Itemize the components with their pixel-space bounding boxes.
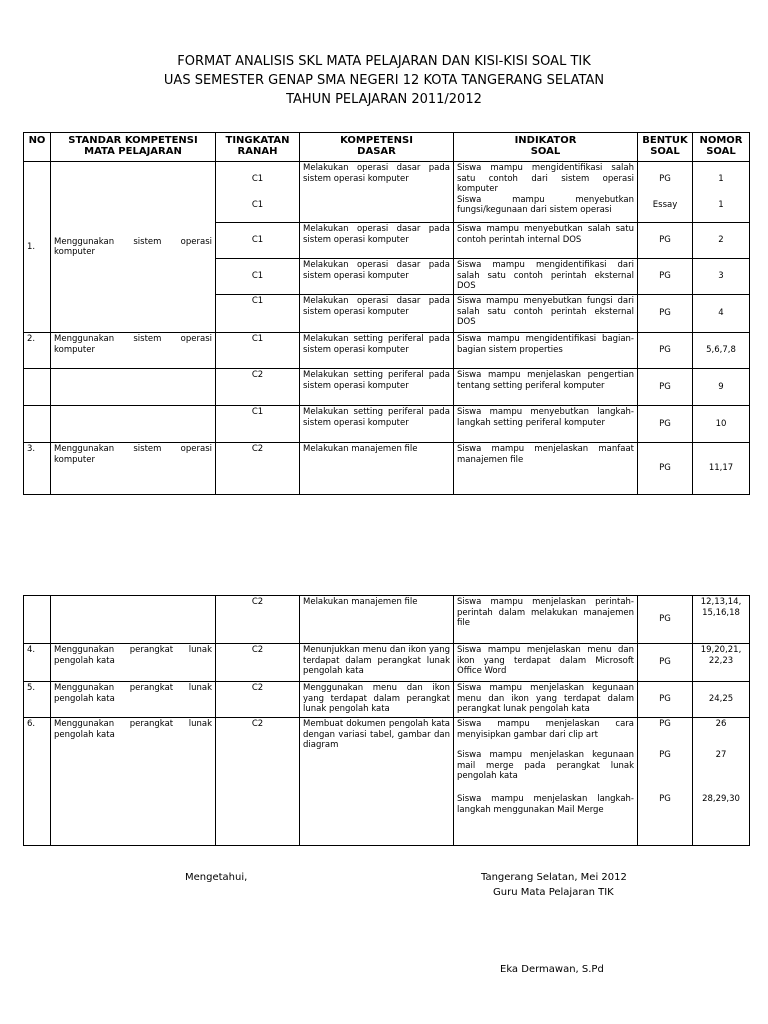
place-date: Tangerang Selatan, Mei 2012 (481, 872, 627, 883)
bentuk-cell: PG Essay (638, 162, 693, 223)
ranah-cell: C1 (216, 259, 300, 295)
header-standar-kompetensi: STANDAR KOMPETENSI MATA PELAJARAN (51, 133, 216, 162)
table-header-row (24, 133, 750, 162)
bentuk-cell: PG PG PG (638, 718, 693, 846)
title-line-2: UAS SEMESTER GENAP SMA NEGERI 12 KOTA TANGERANG SELATAN (163, 73, 605, 88)
kompetensi-dasar-cell: Melakukan operasi dasar pada sistem operasi komputer (300, 259, 454, 295)
table-row (24, 406, 750, 443)
kompetensi-dasar-cell: Melakukan operasi dasar pada sistem operasi komputer (300, 295, 454, 333)
bentuk-cell: PG (638, 369, 693, 406)
row-number: 5. (24, 682, 51, 718)
header-tingkatan-ranah: TINGKATAN RANAH (216, 133, 300, 162)
nomor-cell: 10 (693, 406, 750, 443)
indikator-cell: Siswa mampu menyebutkan fungsi dari salah satu contoh perintah eksternal DOS (454, 295, 638, 333)
indikator-cell: Siswa mampu mengidentifikasi bagian-bagian sistem properties (454, 333, 638, 369)
nomor-cell: 19,20,21, 22,23 (693, 644, 750, 682)
ranah-cell: C2 (216, 443, 300, 495)
ranah-cell: C1 (216, 295, 300, 333)
table-row (24, 718, 750, 846)
table-row (24, 162, 750, 223)
bentuk-cell: PG (638, 682, 693, 718)
standar-kompetensi-cell: Menggunakan sistem operasi komputer (51, 162, 216, 333)
kisi-kisi-table-1 (23, 132, 750, 495)
title-line-3: TAHUN PELAJARAN 2011/2012 (286, 92, 482, 107)
nomor-cell: 11,17 (693, 443, 750, 495)
ranah-cell: C2 (216, 682, 300, 718)
bentuk-cell: PG (638, 596, 693, 644)
header-nomor-soal: NOMOR SOAL (693, 133, 750, 162)
header-bentuk-soal: BENTUK SOAL (638, 133, 693, 162)
bentuk-cell: PG (638, 223, 693, 259)
nomor-cell: 9 (693, 369, 750, 406)
ranah-cell: C1 (216, 333, 300, 369)
kompetensi-dasar-cell: Melakukan operasi dasar pada sistem operasi komputer (300, 162, 454, 223)
nomor-cell: 3 (693, 259, 750, 295)
indikator-cell: Siswa mampu menyebutkan langkah-langkah setting periferal komputer (454, 406, 638, 443)
standar-kompetensi-cell: Menggunakan perangkat lunak pengolah kata (51, 644, 216, 682)
row-number (24, 596, 51, 644)
kompetensi-dasar-cell: Melakukan setting periferal pada sistem operasi komputer (300, 369, 454, 406)
kompetensi-dasar-cell: Melakukan setting periferal pada sistem operasi komputer (300, 406, 454, 443)
kompetensi-dasar-cell: Membuat dokumen pengolah kata dengan variasi tabel, gambar dan diagram (300, 718, 454, 846)
document-title (0, 52, 768, 109)
ranah-cell: C2 (216, 718, 300, 846)
nomor-cell: 5,6,7,8 (693, 333, 750, 369)
ranah-cell: C1 (216, 223, 300, 259)
ranah-cell: C1 (216, 406, 300, 443)
ranah-cell: C1 C1 (216, 162, 300, 223)
kompetensi-dasar-cell: Melakukan operasi dasar pada sistem operasi komputer (300, 223, 454, 259)
row-number: 3. (24, 443, 51, 495)
indikator-cell: Siswa mampu menjelaskan cara menyisipkan gambar dari clip art Siswa mampu menjelaskan kegunaan mail merge pada perangkat lunak pengolah kata Siswa mampu menjelaskan langkah-langkah menggunakan Mail Merge (454, 718, 638, 846)
ranah-cell: C2 (216, 644, 300, 682)
table-row (24, 682, 750, 718)
kompetensi-dasar-cell: Menunjukkan menu dan ikon yang terdapat dalam perangkat lunak pengolah kata (300, 644, 454, 682)
table-row (24, 333, 750, 369)
kompetensi-dasar-cell: Menggunakan menu dan ikon yang terdapat dalam perangkat lunak pengolah kata (300, 682, 454, 718)
nomor-cell: 1 1 (693, 162, 750, 223)
table-row (24, 443, 750, 495)
bentuk-cell: PG (638, 259, 693, 295)
nomor-cell: 24,25 (693, 682, 750, 718)
teacher-role: Guru Mata Pelajaran TIK (493, 887, 614, 898)
kompetensi-dasar-cell: Melakukan setting periferal pada sistem operasi komputer (300, 333, 454, 369)
row-number: 4. (24, 644, 51, 682)
standar-kompetensi-cell: Menggunakan perangkat lunak pengolah kata (51, 682, 216, 718)
row-number (24, 406, 51, 443)
indikator-cell: Siswa mampu menjelaskan pengertian tentang setting periferal komputer (454, 369, 638, 406)
standar-kompetensi-cell (51, 369, 216, 406)
row-number: 6. (24, 718, 51, 846)
standar-kompetensi-cell (51, 596, 216, 644)
mengetahui-label: Mengetahui, (185, 872, 248, 883)
bentuk-cell: PG (638, 295, 693, 333)
standar-kompetensi-cell: Menggunakan sistem operasi komputer (51, 443, 216, 495)
header-no: NO (24, 133, 51, 162)
bentuk-cell: PG (638, 333, 693, 369)
kisi-kisi-table-2 (23, 595, 750, 846)
indikator-cell: Siswa mampu menjelaskan kegunaan menu dan ikon yang terdapat dalam perangkat lunak pengolah kata (454, 682, 638, 718)
nomor-cell: 2 (693, 223, 750, 259)
header-indikator-soal: INDIKATOR SOAL (454, 133, 638, 162)
table-row (24, 369, 750, 406)
indikator-cell: Siswa mampu menjelaskan menu dan ikon yang terdapat dalam Microsoft Office Word (454, 644, 638, 682)
standar-kompetensi-cell (51, 406, 216, 443)
bentuk-cell: PG (638, 443, 693, 495)
ranah-cell: C2 (216, 596, 300, 644)
bentuk-cell: PG (638, 644, 693, 682)
indikator-cell: Siswa mampu menjelaskan perintah-perintah dalam melakukan manajemen file (454, 596, 638, 644)
row-number: 1. (24, 162, 51, 333)
bentuk-cell: PG (638, 406, 693, 443)
teacher-name: Eka Dermawan, S.Pd (500, 964, 604, 975)
kompetensi-dasar-cell: Melakukan manajemen file (300, 596, 454, 644)
indikator-cell: Siswa mampu menyebutkan salah satu contoh perintah internal DOS (454, 223, 638, 259)
standar-kompetensi-cell: Menggunakan perangkat lunak pengolah kata (51, 718, 216, 846)
header-kompetensi-dasar: KOMPETENSI DASAR (300, 133, 454, 162)
table-row (24, 596, 750, 644)
nomor-cell: 4 (693, 295, 750, 333)
row-number: 2. (24, 333, 51, 369)
table-row (24, 644, 750, 682)
title-line-1: FORMAT ANALISIS SKL MATA PELAJARAN DAN KISI-KISI SOAL TIK (177, 54, 591, 69)
indikator-cell: Siswa mampu mengidentifikasi salah satu contoh dari sistem operasi komputer Siswa mampu menyebutkan fungsi/kegunaan dari sistem operasi (454, 162, 638, 223)
standar-kompetensi-cell: Menggunakan sistem operasi komputer (51, 333, 216, 369)
ranah-cell: C2 (216, 369, 300, 406)
indikator-cell: Siswa mampu mengidentifikasi dari salah satu contoh perintah eksternal DOS (454, 259, 638, 295)
nomor-cell: 26 27 28,29,30 (693, 718, 750, 846)
kompetensi-dasar-cell: Melakukan manajemen file (300, 443, 454, 495)
row-number (24, 369, 51, 406)
indikator-cell: Siswa mampu menjelaskan manfaat manajemen file (454, 443, 638, 495)
nomor-cell: 12,13,14, 15,16,18 (693, 596, 750, 644)
